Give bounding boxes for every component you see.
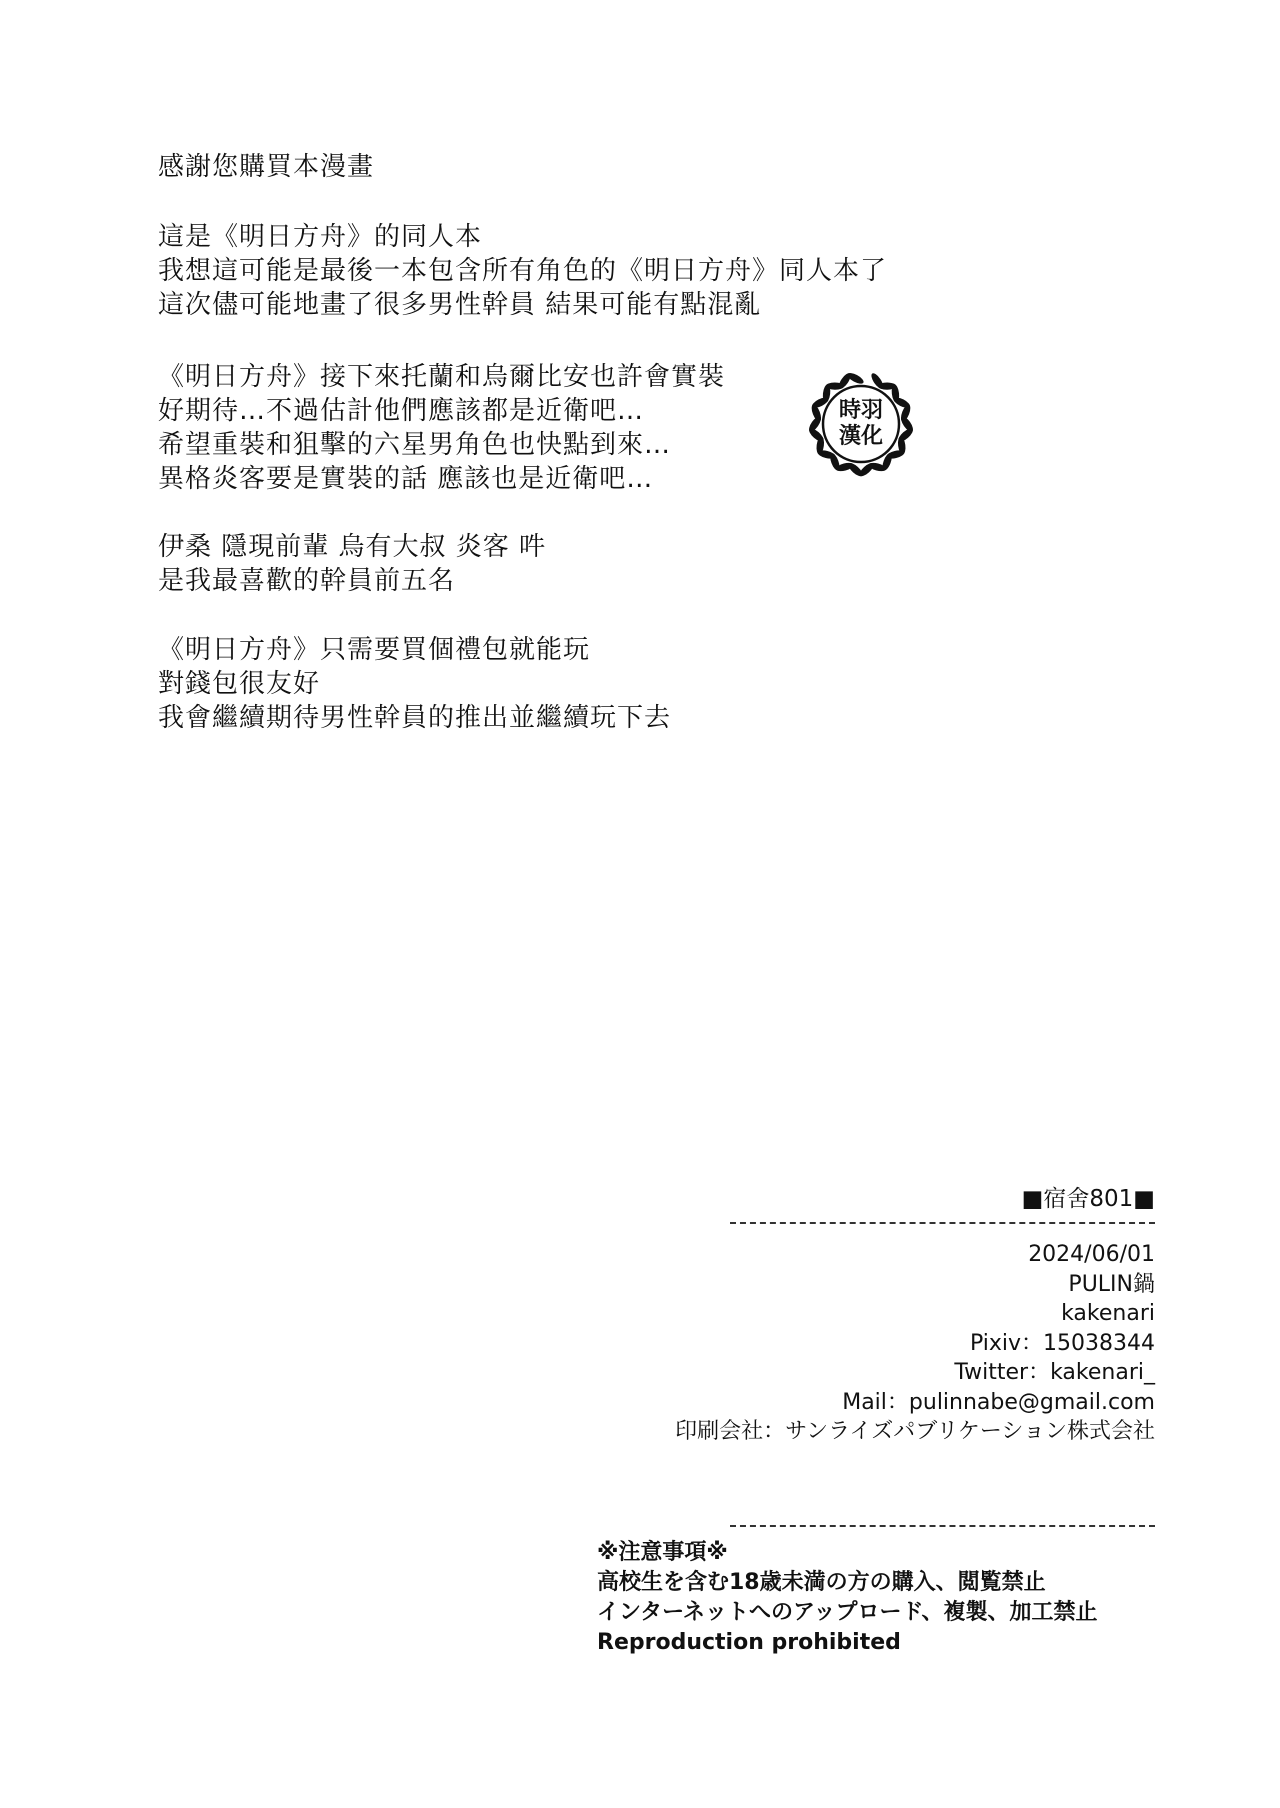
colophon-pixiv: Pixiv：15038344 [969,1330,1155,1356]
message-paragraph-hopes [158,360,725,496]
translator-seal [805,368,917,480]
notice-block [597,1538,1098,1658]
colophon-info [675,1240,1155,1447]
message-line: 伊桑 隱現前輩 烏有大叔 炎客 吽 [158,532,547,562]
colophon-circle: PULIN鍋 [1068,1271,1155,1297]
message-paragraph-favorites [158,530,546,598]
message-line: 感謝您購買本漫畫 [158,152,375,182]
seal-text [805,368,917,480]
notice-line: インターネットへのアップロード、複製、加工禁止 [597,1600,1098,1625]
seal-line-2: 漢化 [838,424,883,449]
colophon-author: kakenari [1061,1301,1155,1326]
message-paragraph-thanks [158,150,374,184]
message-paragraph-closing [158,633,671,735]
dashed-divider [730,1525,1155,1527]
colophon-date: 2024/06/01 [1028,1242,1155,1267]
colophon-title: ■宿舍801■ [1021,1186,1155,1212]
notice-heading: ※注意事項※ [597,1540,728,1565]
message-line: 《明日方舟》接下來托蘭和烏爾比安也許會實裝 [158,362,726,392]
message-line: 異格炎客要是實裝的話 應該也是近衛吧… [158,464,654,494]
colophon-twitter: Twitter：kakenari_ [954,1360,1155,1385]
message-line: 是我最喜歡的幹員前五名 [158,566,456,596]
message-paragraph-intro [158,220,887,322]
notice-line: Reproduction prohibited [597,1630,901,1655]
seal-line-1: 時羽 [838,398,883,423]
message-line: 這次儘可能地畫了很多男性幹員 結果可能有點混亂 [158,290,762,320]
dashed-divider [730,1222,1155,1224]
message-line: 好期待…不過估計他們應該都是近衛吧… [158,396,645,426]
message-line: 我會繼續期待男性幹員的推出並繼續玩下去 [158,703,672,733]
notice-line: 高校生を含む18歳未満の方の購入、閲覧禁止 [597,1570,1046,1595]
colophon-mail: Mail：pulinnabe@gmail.com [842,1389,1155,1415]
message-line: 對錢包很友好 [158,669,321,699]
message-line: 《明日方舟》只需要買個禮包就能玩 [158,635,591,665]
message-line: 希望重裝和狙擊的六星男角色也快點到來… [158,430,672,460]
message-line: 這是《明日方舟》的同人本 [158,222,483,252]
message-line: 我想這可能是最後一本包含所有角色的《明日方舟》同人本了 [158,256,888,286]
colophon-printer: 印刷会社：サンライズパブリケーション株式会社 [675,1419,1155,1444]
